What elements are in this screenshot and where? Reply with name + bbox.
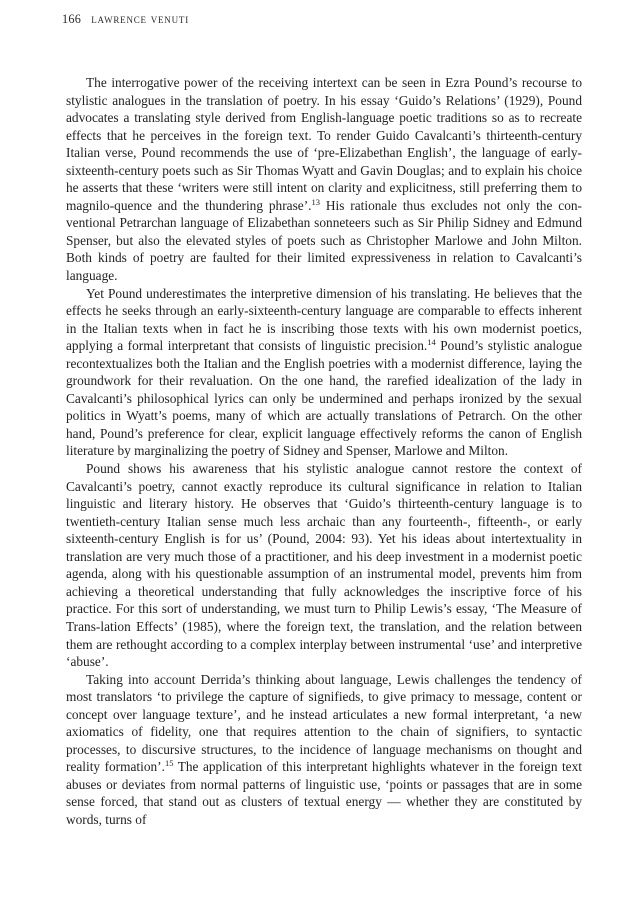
footnote-marker: 13 bbox=[311, 196, 320, 207]
footnote-marker: 15 bbox=[164, 758, 174, 769]
running-head-author: lawrence venuti bbox=[91, 12, 189, 26]
paragraph-text-continued: The application of this interpretant highlights whatever in the foreign text abuses or deviates from normal patterns of linguistic use, ‘points or passages that are in some sense forced, that stand out as clusters of textual energy — whether they are constituted by words, turns of bbox=[66, 759, 582, 827]
paragraph-text-continued: Pound’s stylistic analogue recontextualizes both the Italian and the English poetries with a modernist difference, laying the groundwork for their revaluation. On the one hand, the rarefied idealization of the lady in Cavalcanti’s philosophical lyrics can only be undermined and perhaps ironized by the sexual politics in Wyatt’s poems, many of which are actually translations of Petrarch. On the other hand, Pound’s preference for clear, explicit language effectively reforms the canon of English literature by marginalizing the poetry of Sidney and Spenser, Marlowe and Milton. bbox=[66, 338, 582, 459]
paragraph bbox=[66, 285, 582, 460]
paragraph-text: Yet Pound underestimates the interpretive dimension of his translating. He believes that the effects he seeks through an early-sixteenth-century language are comparable to effects inherent in the Italian texts when in fact he is inscribing those texts with his own modernist poetics, applying a formal interpretant that consists of linguistic precision. bbox=[66, 285, 582, 354]
paragraph-text: Taking into account Derrida’s thinking about language, Lewis challenges the tendency of most translators ‘to privilege the capture of signifieds, to give primacy to message, content or concept over language texture’, and he instead articulates a new formal interpretant, ‘a new axiomatics of fidelity, one that requires attention to the chain of signifiers, to syntactic processes, to discursive structures, to the incidence of language mechanisms on thought and reality formation’. bbox=[66, 671, 582, 775]
paragraph bbox=[66, 74, 582, 285]
paragraph-text-continued: His rationale thus excludes not only the con-ventional Petrarchan language of Elizabethan sonneteers such as Sir Philip Sidney and Edmund Spenser, but also the elevated styles of poets such as Christopher Marlowe and John Milton. Both kinds of poetry are faulted for their limited expressiveness in relation to Cavalcanti’s language. bbox=[66, 197, 582, 284]
running-head bbox=[62, 12, 189, 27]
paragraph bbox=[66, 460, 582, 671]
page-number: 166 bbox=[62, 12, 82, 26]
body-text bbox=[66, 74, 582, 829]
paragraph-text: The interrogative power of the receiving intertext can be seen in Ezra Pound’s recourse to stylistic analogues in the translation of poetry. In his essay ‘Guido’s Relations’ (1929), Pound advocates a translating style derived from English-language poetic traditions so as to recreate effects that he perceives in the foreign text. To render Guido Cavalcanti’s thirteenth-century Italian verse, Pound recommends the use of ‘pre-Elizabethan English’, the language of early-sixteenth-century poets such as Sir Thomas Wyatt and Gavin Douglas; and to explain his choice he asserts that these ‘writers were still intent on clarity and explicitness, still preferring them to magnilo-quence and the thundering phrase’. bbox=[66, 75, 582, 213]
footnote-marker: 14 bbox=[427, 337, 436, 348]
paragraph-text: Pound shows his awareness that his stylistic analogue cannot restore the context of Cavalcanti’s poetry, cannot exactly reproduce its cultural significance in relation to Italian linguistic and literary history. He observes that ‘Guido’s thirteenth-century language is to twentieth-century Italian sense much less archaic than any fourteenth-, fifteenth-, or early sixteenth-century English is for us’ (Pound, 2004: 93). Yet his ideas about intertextuality in translation are very much those of a practitioner, and his deep investment in a modernist poetic agenda, along with his questionable assumption of an instrumental model, prevents him from achieving a theoretical understanding that fully acknowledges the inscriptive force of his practice. For this sort of understanding, we must turn to Philip Lewis’s essay, ‘The Measure of Trans-lation Effects’ (1985), where the foreign text, the translation, and the relation between them are rethought according to a complex interplay between instrumental ‘use’ and interpretive ‘abuse’. bbox=[66, 461, 582, 670]
paragraph bbox=[66, 671, 582, 829]
